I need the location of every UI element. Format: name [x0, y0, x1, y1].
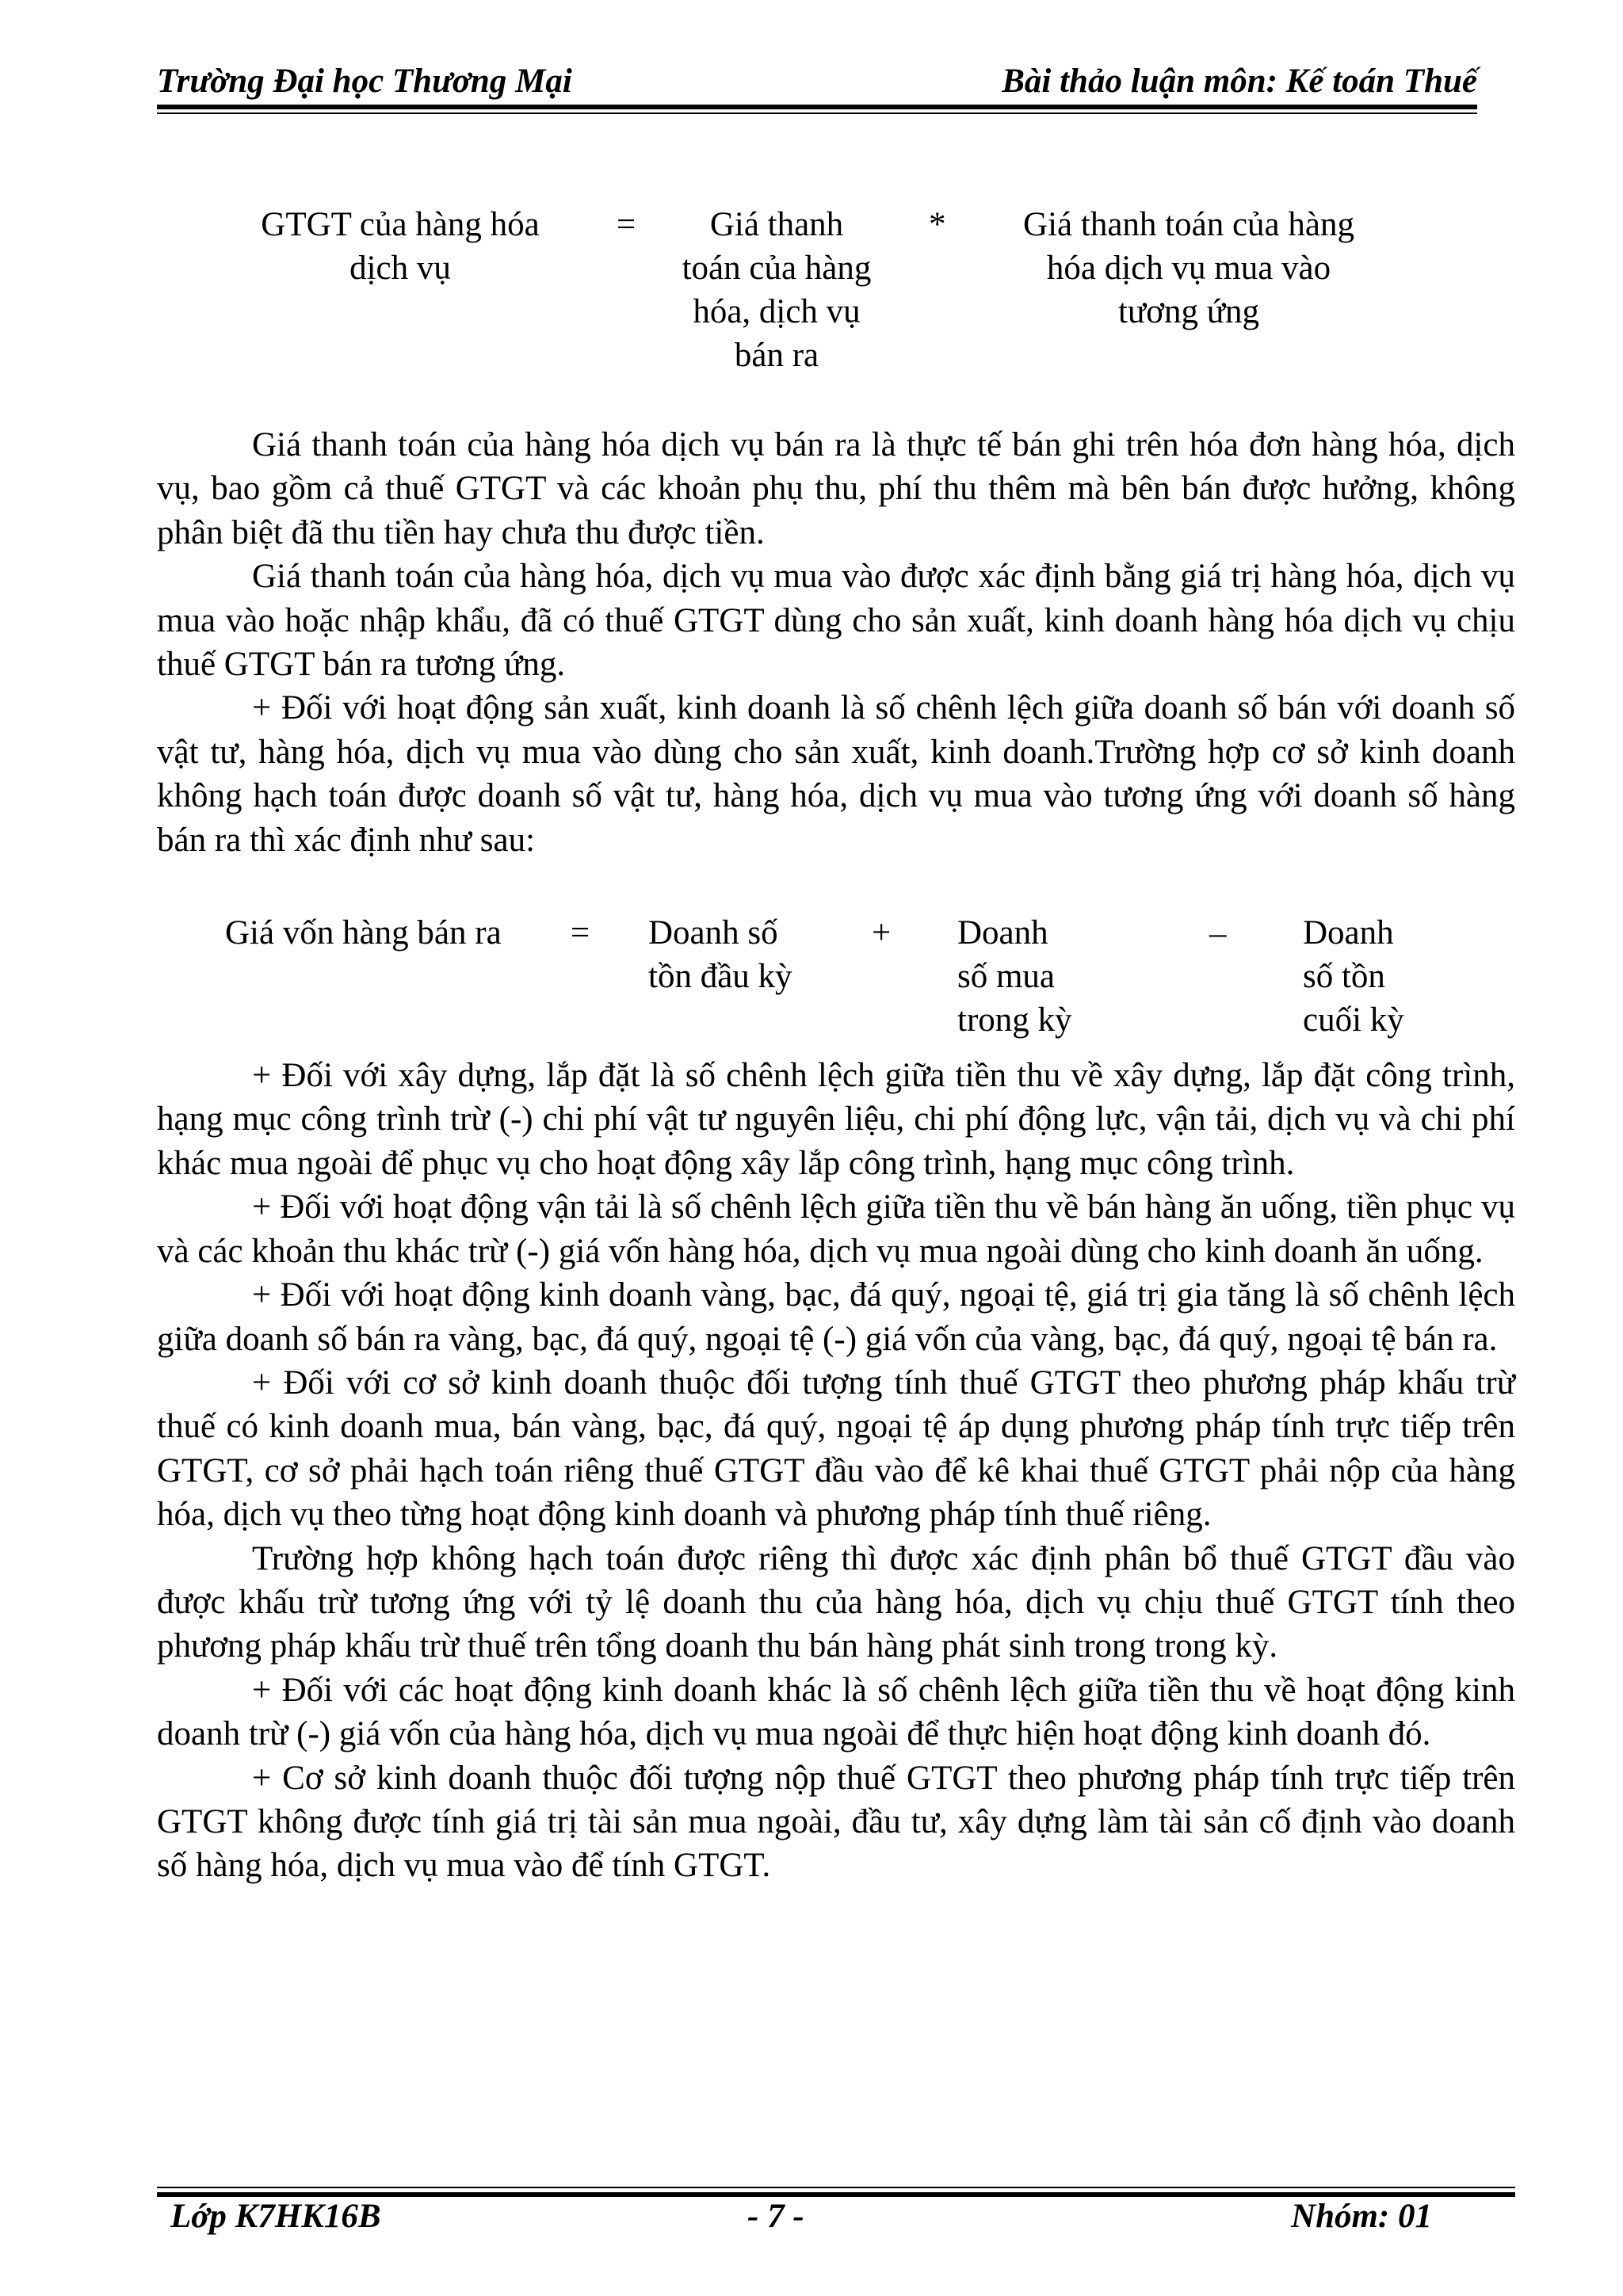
formula-gtgt-term2-line: Giá thanh toán của hàng	[1023, 206, 1354, 243]
formula-gtgt-lhs	[230, 203, 571, 290]
footer-group-label: Nhóm: 01	[1291, 2198, 1432, 2235]
paragraph: Giá thanh toán của hàng hóa dịch vụ bán ra là thực tế bán ghi trên hóa đơn hàng hóa, dịch vụ, bao gồm cả thuế GTGT và các khoản phụ thu, phí thu thêm mà bên bán được hưởng, không phân biệt đã thu tiền hay chưa thu được tiền.	[157, 426, 1515, 551]
formula-cogs-term2-line: số mua	[957, 958, 1056, 996]
formula-gtgt-term1-line: toán của hàng	[682, 250, 872, 287]
formula-gtgt-term2-line: tương ứng	[1117, 293, 1260, 330]
paragraph: + Đối với xây dựng, lắp đặt là số chênh lệch giữa tiền thu về xây dựng, lắp đặt công trình, hạng mục công trình trừ (-) chi phí vật tư nguyên liệu, chi phí động lực, vận tải, dịch vụ và chi phí khác mua ngoài để phục vụ cho hoạt động xây lắp công trình, hạng mục công trình.	[157, 1057, 1515, 1182]
formula-gtgt-term2-line: hóa dịch vụ mua vào	[1046, 250, 1331, 287]
paragraph: + Đối với các hoạt động kinh doanh khác là số chênh lệch giữa tiền thu về hoạt động kinh doanh trừ (-) giá vốn của hàng hóa, dịch vụ mua ngoài để thực hiện hoạt động kinh doanh đó.	[157, 1671, 1515, 1753]
formula-gtgt-term1-line: bán ra	[734, 337, 819, 374]
formula-gtgt	[0, 203, 1623, 385]
formula-cogs-equals: =	[571, 914, 590, 952]
paragraph: + Đối với hoạt động vận tải là số chênh lệch giữa tiền thu về bán hàng ăn uống, tiền phục vụ và các khoản thu khác trừ (-) giá vốn hàng hóa, dịch vụ mua ngoài dùng cho kinh doanh ăn uống.	[157, 1188, 1515, 1270]
footer-rule-thin	[157, 2187, 1515, 2188]
paragraph: + Đối với hoạt động sản xuất, kinh doanh là số chênh lệch giữa doanh số bán với doanh số vật tư, hàng hóa, dịch vụ mua vào dùng cho sản xuất, kinh doanh.Trường hợp cơ sở kinh doanh không hạch toán được doanh số vật tư, hàng hóa, dịch vụ mua vào tương ứng với doanh số hàng bán ra thì xác định như sau:	[157, 689, 1515, 859]
paragraph: Trường hợp không hạch toán được riêng thì được xác định phân bổ thuế GTGT đầu vào được khấu trừ tương ứng với tỷ lệ doanh thu của hàng hóa, dịch vụ chịu thuế GTGT tính theo phương pháp khấu trừ thuế trên tổng doanh thu bán hàng phát sinh trong trong kỳ.	[157, 1539, 1515, 1665]
paragraph: Giá thanh toán của hàng hóa, dịch vụ mua vào được xác định bằng giá trị hàng hóa, dịch vụ mua vào hoặc nhập khẩu, đã có thuế GTGT dùng cho sản xuất, kinh doanh hàng hóa dịch vụ chịu thuế GTGT bán ra tương ứng.	[157, 558, 1515, 684]
header-rule-thin	[157, 113, 1477, 114]
paragraph: + Đối với hoạt động kinh doanh vàng, bạc, đá quý, ngoại tệ, giá trị gia tăng là số chênh lệch giữa doanh số bán ra vàng, bạc, đá quý, ngoại tệ (-) giá vốn của vàng, bạc, đá quý, ngoại tệ bán ra.	[157, 1276, 1515, 1358]
formula-gtgt-lhs-line: GTGT của hàng hóa	[261, 206, 540, 243]
footer-page-number: - 7 -	[747, 2198, 804, 2235]
formula-gtgt-term2	[983, 203, 1395, 334]
page-footer	[170, 2197, 1438, 2245]
formula-cogs-minus: _	[1209, 903, 1227, 941]
formula-cogs-term3	[1303, 911, 1404, 1042]
body-text	[157, 423, 1515, 1888]
formula-cogs-term2	[957, 911, 1072, 1042]
header-university: Trường Đại học Thương Mại	[157, 63, 572, 100]
formula-cogs-term3-line: cuối kỳ	[1303, 1001, 1404, 1039]
formula-gtgt-term1-line: hóa, dịch vụ	[693, 293, 861, 330]
formula-cogs-lhs: Giá vốn hàng bán ra	[225, 914, 502, 952]
formula-gtgt-term1-line: Giá thanh	[709, 206, 844, 243]
formula-cost-of-goods	[157, 862, 1515, 1054]
formula-cogs-term1	[648, 911, 792, 998]
formula-cogs-term3-line: Doanh	[1303, 914, 1394, 952]
formula-cogs-term1-line: tồn đầu kỳ	[648, 958, 792, 996]
formula-cogs-term2-line: trong kỳ	[957, 1001, 1072, 1039]
formula-cogs-plus: +	[872, 914, 892, 952]
formula-cogs-term2-line: Doanh	[957, 914, 1048, 952]
formula-gtgt-lhs-line: dịch vụ	[349, 250, 451, 287]
header-rule-thick	[157, 105, 1477, 109]
formula-gtgt-term1	[646, 203, 907, 377]
paragraph: + Đối với cơ sở kinh doanh thuộc đối tượng tính thuế GTGT theo phương pháp khấu trừ thuế có kinh doanh mua, bán vàng, bạc, đá quý, ngoại tệ áp dụng phương pháp tính trực tiếp trên GTGT, cơ sở phải hạch toán riêng thuế GTGT đầu vào để kê khai thuế GTGT phải nộp của hàng hóa, dịch vụ theo từng hoạt động kinh doanh và phương pháp tính thuế riêng.	[157, 1363, 1515, 1534]
formula-gtgt-equals: =	[617, 206, 636, 243]
page-header	[157, 62, 1477, 109]
footer-class-label: Lớp K7HK16B	[170, 2198, 381, 2235]
paragraph: + Cơ sở kinh doanh thuộc đối tượng nộp thuế GTGT theo phương pháp tính trực tiếp trên GTGT không được tính giá trị tài sản mua ngoài, đầu tư, xây dựng làm tài sản cố định vào doanh số hàng hóa, dịch vụ mua vào để tính GTGT.	[157, 1759, 1515, 1885]
formula-cogs-term3-line: số tồn	[1303, 958, 1385, 996]
header-course-title: Bài thảo luận môn: Kế toán Thuế	[1002, 63, 1477, 100]
formula-gtgt-multiply: *	[929, 206, 946, 243]
formula-cogs-term1-line: Doanh số	[648, 914, 778, 952]
